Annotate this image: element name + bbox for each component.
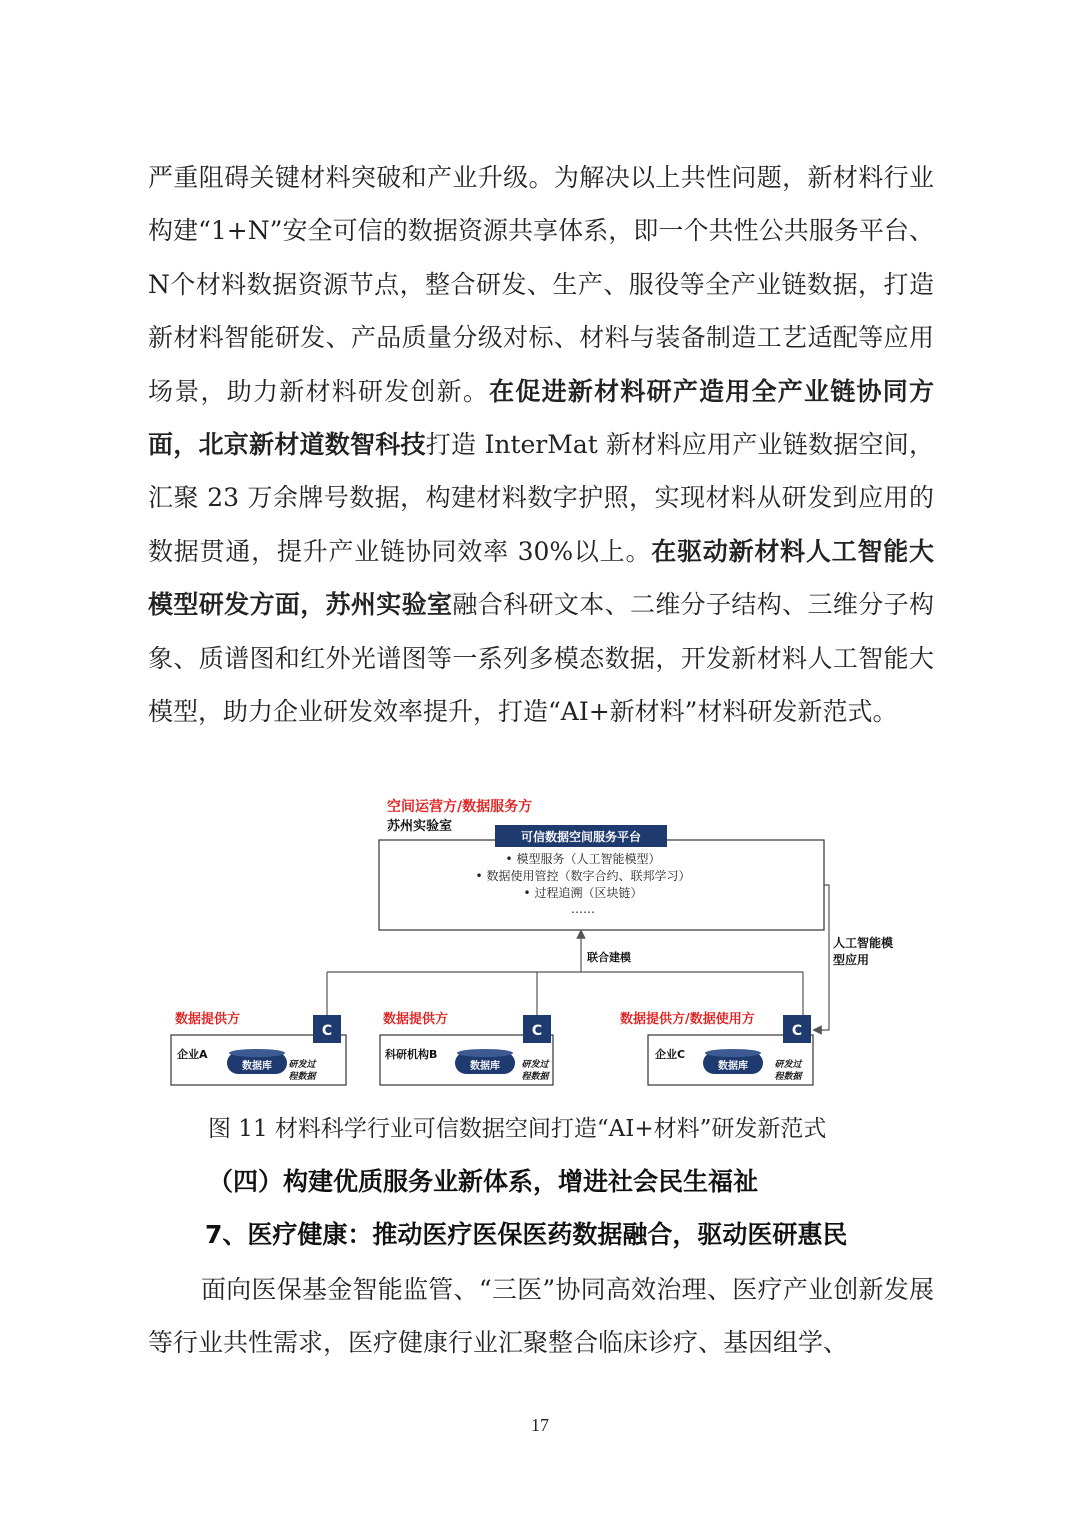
node-research-b xyxy=(380,1011,553,1085)
operator-name: 苏州实验室 xyxy=(387,819,453,834)
body-paragraph-2: 面向医保基金智能监管、“三医”协同高效治理、医疗产业创新发展等行业共性需求，医疗健康行业汇聚整合临床诊疗、基因组学、 xyxy=(148,1275,934,1358)
node-role: 数据提供方/数据使用方 xyxy=(620,1012,755,1027)
platform-title: 可信数据空间服务平台 xyxy=(520,830,642,844)
connector-glyph: C xyxy=(321,1023,333,1039)
platform-item-4: …… xyxy=(571,902,595,916)
subsection-heading: 7、医疗健康：推动医疗医保医药数据融合，驱动医研惠民 xyxy=(205,1220,848,1249)
database-label: 数据库 xyxy=(242,1061,272,1072)
page-number: 17 xyxy=(531,1415,549,1435)
database-label: 数据库 xyxy=(718,1061,748,1072)
body-paragraph-1 xyxy=(148,151,934,738)
bold-segment: 在驱动新材料人工智能大模型研发方面，苏州实验室 xyxy=(148,536,934,620)
text-segment: 严重阻碍关键材料突破和产业升级。为解决以上共性问题，新材料行业构建“1+N”安全可信的数据资源共享体系，即一个共性公共服务平台、N个材料数据资源节点，整合研发、生产、服役等全产业链数据，打造新材料智能研发、产品质量分级对标、材料与装备制造工艺适配等应用场景，助力新材料研发创新。 xyxy=(148,163,934,406)
data-space-diagram xyxy=(165,790,925,1100)
connector-glyph: C xyxy=(531,1023,543,1039)
joint-modeling-label: 联合建模 xyxy=(587,951,631,964)
ai-application-label-2: 型应用 xyxy=(833,953,870,967)
node-enterprise-a xyxy=(171,1011,346,1085)
platform-item-2: • 数据使用管控（数字合约、联邦学习） xyxy=(475,869,691,883)
rd-data-label-2: 程数据 xyxy=(288,1072,316,1082)
rd-data-label-1: 研发过 xyxy=(288,1060,316,1070)
section-heading: （四）构建优质服务业新体系，增进社会民生福祉 xyxy=(208,1167,759,1196)
rd-data-label-2: 程数据 xyxy=(774,1072,802,1082)
node-name: 科研机构B xyxy=(385,1048,438,1061)
node-role: 数据提供方 xyxy=(175,1012,241,1027)
platform-item-3: • 过程追溯（区块链） xyxy=(523,886,643,900)
platform-item-1: • 模型服务（人工智能模型） xyxy=(505,852,661,866)
connector-glyph: C xyxy=(791,1023,803,1039)
text-segment: 打造 InterMat 新材料应用产业链数据空间，汇聚 23 万余牌号数据，构建材料数字护照，实现材料从研发到应用的数据贯通，提升产业链协同效率 30%以上。 xyxy=(148,430,934,566)
database-top xyxy=(457,1049,513,1057)
node-enterprise-c xyxy=(620,1011,813,1085)
rd-data-label-1: 研发过 xyxy=(774,1060,802,1070)
node-name: 企业C xyxy=(655,1048,686,1061)
text-segment: 融合科研文本、二维分子结构、三维分子构象、质谱图和红外光谱图等一系列多模态数据，开发新材料人工智能大模型，助力企业研发效率提升，打造“AI+新材料”材料研发新范式。 xyxy=(148,590,934,727)
figure-caption: 图 11 材料科学行业可信数据空间打造“AI+材料”研发新范式 xyxy=(208,1116,827,1142)
ai-application-label-1: 人工智能模 xyxy=(833,936,894,950)
database-top xyxy=(705,1049,761,1057)
database-label: 数据库 xyxy=(470,1061,500,1072)
operator-label: 空间运营方/数据服务方 xyxy=(387,799,533,815)
node-name: 企业A xyxy=(177,1048,208,1061)
node-role: 数据提供方 xyxy=(383,1012,449,1027)
bold-segment: 在促进新材料研产造用全产业链协同方面，北京新材道数智科技 xyxy=(148,376,934,460)
rd-data-label-1: 研发过 xyxy=(521,1060,549,1070)
database-top xyxy=(229,1049,285,1057)
rd-data-label-2: 程数据 xyxy=(521,1072,549,1082)
